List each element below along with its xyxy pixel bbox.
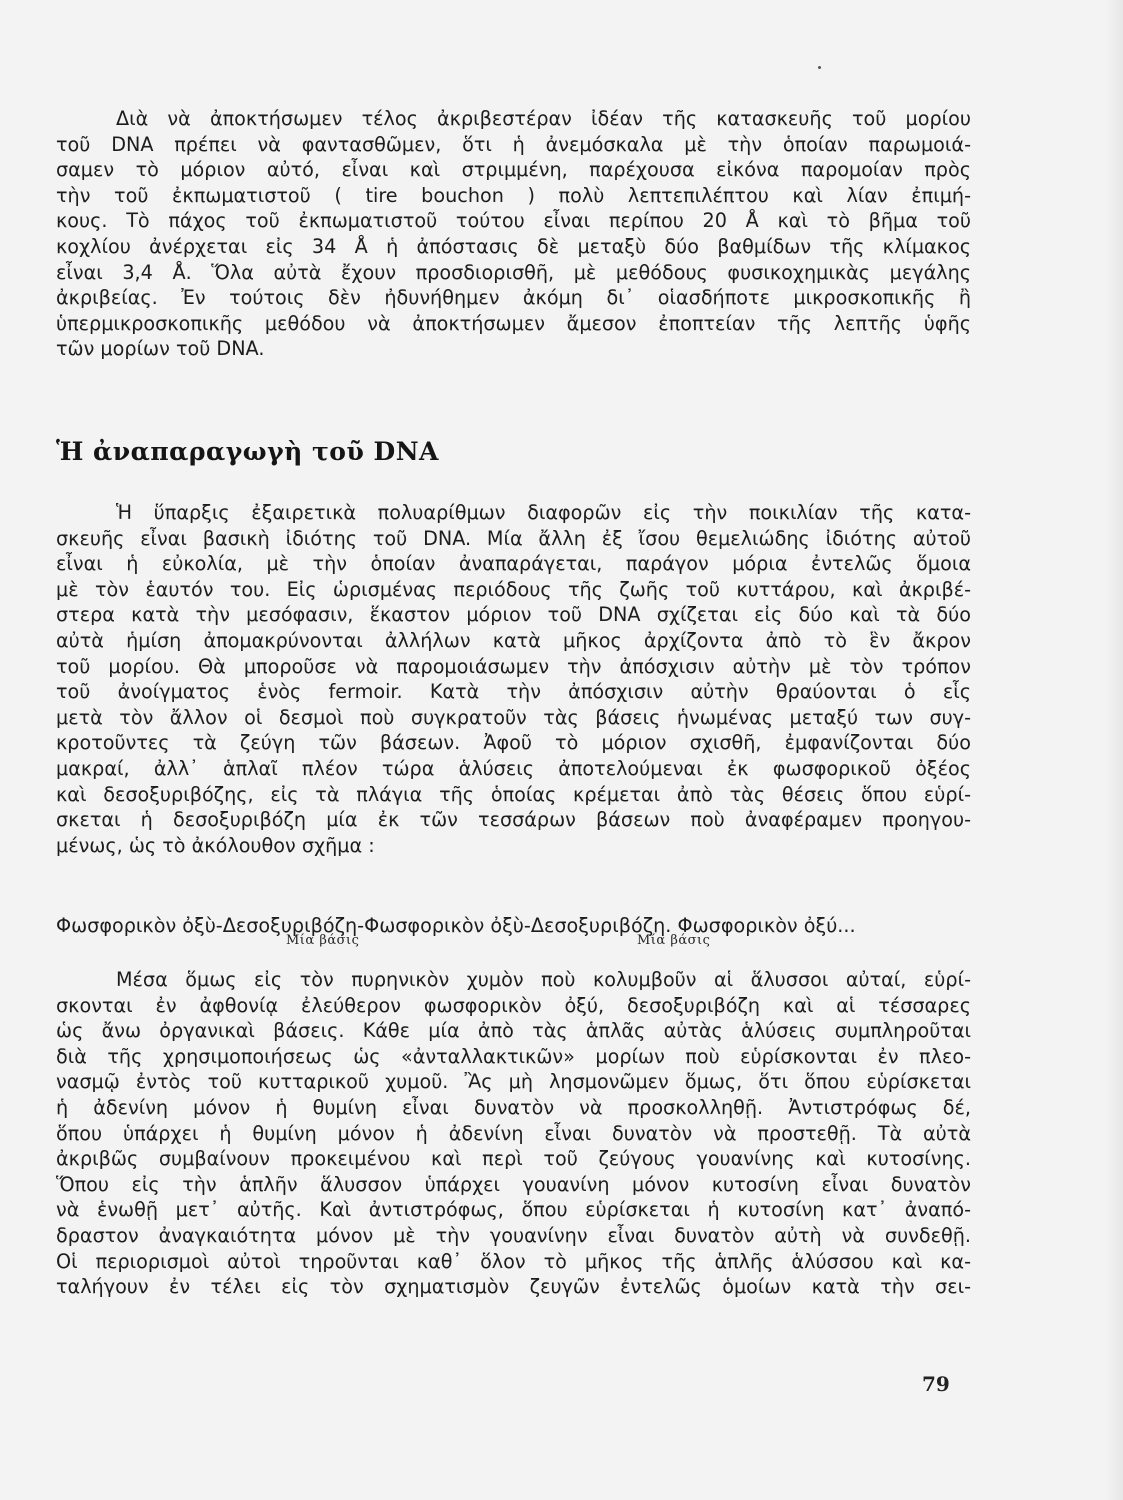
text-line: κοχλίου ἀνέρχεται εἰς 34 Å ἡ ἀπόστασις δὲ μεταξὺ δύο βαθμίδων τῆς κλίμακος <box>56 234 971 258</box>
text-line: καὶ δεσοξυριβόζης, εἰς τὰ πλάγια τῆς ὁποίας κρέμεται ἀπὸ τὰς θέσεις ὅπου εὑρί- <box>56 782 971 806</box>
text-line: σκεται ἡ δεσοξυριβόζη μία ἐκ τῶν τεσσάρων βάσεων ποὺ ἀναφέραμεν προηγου- <box>56 808 971 832</box>
text-line: σκευῆς εἶναι βασικὴ ἰδιότης τοῦ DNA. Μία ἄλλη ἐξ ἴσου θεμελιώδης ἰδιότης αὐτοῦ <box>56 526 971 550</box>
page-edge-shadow <box>1105 0 1123 1500</box>
dust-speck <box>818 66 821 69</box>
text-line: κροτοῦντες τὰ ζεύγη τῶν βάσεων. Ἀφοῦ τὸ μόριον σχισθῆ, ἐμφανίζονται δύο <box>56 731 971 755</box>
text-line: νὰ ἑνωθῇ μετ᾽ αὐτῆς. Καὶ ἀντιστρόφως, ὅπου εὑρίσκεται ἡ κυτοσίνη κατ᾽ ἀναπό- <box>56 1198 971 1222</box>
text-line: μετὰ τὸν ἄλλον οἱ δεσμοὶ ποὺ συγκρατοῦν τὰς βάσεις ἡνωμένας μεταξύ των συγ- <box>56 705 971 729</box>
text-line: τοῦ μορίου. Θὰ μποροῦσε νὰ παρομοιάσωμεν τὴν ἀπόσχισιν αὐτὴν μὲ τὸν τρόπον <box>56 654 971 678</box>
paragraph-2 <box>56 500 971 858</box>
text-line: Ἡ ὕπαρξις ἐξαιρετικὰ πολυαρίθμων διαφορῶν εἰς τὴν ποικιλίαν τῆς κατα- <box>116 501 971 524</box>
text-line: ὡς ἄνω ὀργανικαὶ βάσεις. Κάθε μία ἀπὸ τὰς ἁπλᾶς αὐτὰς ἁλύσεις συμπληροῦται <box>56 1019 971 1043</box>
text-line: Διὰ νὰ ἀποκτήσωμεν τέλος ἀκριβεστέραν ἰδέαν τῆς κατασκευῆς τοῦ μορίου <box>116 107 971 130</box>
text-line: τῶν μορίων τοῦ DNA. <box>56 337 265 361</box>
section-heading: Ἡ ἀναπαραγωγὴ τοῦ DNA <box>56 437 439 466</box>
basis-label: Μία βάσις <box>286 933 360 948</box>
text-line: ἡ ἀδενίνη μόνον ἡ θυμίνη εἶναι δυνατὸν νὰ προσκολληθῇ. Ἀντιστρόφως δέ, <box>56 1095 971 1119</box>
text-line: εἶναι 3,4 Å. Ὅλα αὐτὰ ἔχουν προσδιορισθῆ, μὲ μεθόδους φυσικοχημικὰς μεγάλης <box>56 260 971 284</box>
text-line: μένως, ὡς τὸ ἀκόλουθον σχῆμα : <box>56 833 375 857</box>
paragraph-3 <box>56 967 971 1300</box>
text-line: τοῦ ἀνοίγματος ἑνὸς fermoir. Κατὰ τὴν ἀπόσχισιν αὐτὴν θραύονται ὁ εἷς <box>56 680 971 704</box>
text-line: ὅπου ὑπάρχει ἡ θυμίνη μόνον ἡ ἀδενίνη εἶναι δυνατὸν νὰ προστεθῇ. Τὰ αὐτὰ <box>56 1121 971 1145</box>
text-line: ταλήγουν ἐν τέλει εἰς τὸν σχηματισμὸν ζευγῶν ἐντελῶς ὁμοίων κατὰ τὴν σει- <box>56 1275 971 1299</box>
paragraph-1 <box>56 106 971 362</box>
text-line: Μέσα ὅμως εἰς τὸν πυρηνικὸν χυμὸν ποὺ κολυμβοῦν αἱ ἅλυσσοι αὐταί, εὑρί- <box>116 968 971 991</box>
text-line: Οἱ περιορισμοὶ αὐτοὶ τηροῦνται καθ᾽ ὅλον τὸ μῆκος τῆς ἁπλῆς ἁλύσσου καὶ κα- <box>56 1249 971 1273</box>
text-line: στερα κατὰ τὴν μεσόφασιν, ἕκαστον μόριον τοῦ DNA σχίζεται εἰς δύο καὶ τὰ δύο <box>56 603 971 627</box>
text-line: δραστον ἀναγκαιότητα μόνον μὲ τὴν γουανίνην εἶναι δυνατὸν αὐτὴ νὰ συνδεθῇ. <box>56 1223 971 1247</box>
text-line: Ὅπου εἰς τὴν ἁπλῆν ἅλυσσον ὑπάρχει γουανίνη μόνον κυτοσίνη εἶναι δυνατὸν <box>56 1172 971 1196</box>
text-line: τὴν τοῦ ἐκπωματιστοῦ ( tire bouchon ) πολὺ λεπτεπιλέπτου καὶ λίαν ἐπιμή- <box>56 183 971 207</box>
text-line: ὑπερμικροσκοπικῆς μεθόδου νὰ ἀποκτήσωμεν ἄμεσον ἐποπτείαν τῆς λεπτῆς ὑφῆς <box>56 311 971 335</box>
text-line: μακραί, ἀλλ᾽ ἁπλαῖ πλέον τώρα ἁλύσεις ἀποτελούμεναι ἐκ φωσφορικοῦ ὀξέος <box>56 756 971 780</box>
text-line: νασμῷ ἐντὸς τοῦ κυτταρικοῦ χυμοῦ. Ἂς μὴ λησμονῶμεν ὅμως, ὅτι ὅπου εὑρίσκεται <box>56 1070 971 1094</box>
text-line: σαμεν τὸ μόριον αὐτό, εἶναι καὶ στριμμένη, παρέχουσα εἰκόνα παρομοίαν πρὸς <box>56 158 971 182</box>
text-line: σκονται ἐν ἀφθονίᾳ ἐλεύθερον φωσφορικὸν ὀξύ, δεσοξυριβόζη καὶ αἱ τέσσαρες <box>56 993 971 1017</box>
text-line: τοῦ DNA πρέπει νὰ φαντασθῶμεν, ὅτι ἡ ἀνεμόσκαλα μὲ τὴν ὁποίαν παρωμοιά- <box>56 132 971 156</box>
text-line: ἀκριβείας. Ἐν τούτοις δὲν ἠδυνήθημεν ἀκόμη δι᾽ οἱασδήποτε μικροσκοπικῆς ἢ <box>56 286 971 310</box>
basis-label: Μία βάσις <box>637 933 711 948</box>
page-number: 79 <box>922 1372 950 1396</box>
text-line: διὰ τῆς χρησιμοποιήσεως ὡς «ἀνταλλακτικῶν» μορίων ποὺ εὑρίσκονται ἐν πλεο- <box>56 1044 971 1068</box>
text-line: αὐτὰ ἡμίση ἀπομακρύνονται ἀλλήλων κατὰ μῆκος ἀρχίζοντα ἀπὸ τὸ ἓν ἄκρον <box>56 628 971 652</box>
formula-line: Φωσφορικὸν ὀξὺ-Δεσοξυριβόζη-Φωσφορικὸν ὀξὺ-Δεσοξυριβόζη. Φωσφορικὸν ὀξύ... <box>56 914 856 937</box>
text-line: εἶναι ἡ εὐκολία, μὲ τὴν ὁποίαν ἀναπαράγεται, παράγον μόρια ἐντελῶς ὅμοια <box>56 552 971 576</box>
text-line: μὲ τὸν ἑαυτόν του. Εἰς ὡρισμένας περιόδους τῆς ζωῆς τοῦ κυττάρου, καὶ ἀκριβέ- <box>56 577 971 601</box>
text-line: ἀκριβῶς συμβαίνουν προκειμένου καὶ περὶ τοῦ ζεύγους γουανίνης καὶ κυτοσίνης. <box>56 1147 971 1171</box>
text-line: κους. Τὸ πάχος τοῦ ἐκπωματιστοῦ τούτου εἶναι περίπου 20 Å καὶ τὸ βῆμα τοῦ <box>56 209 971 233</box>
